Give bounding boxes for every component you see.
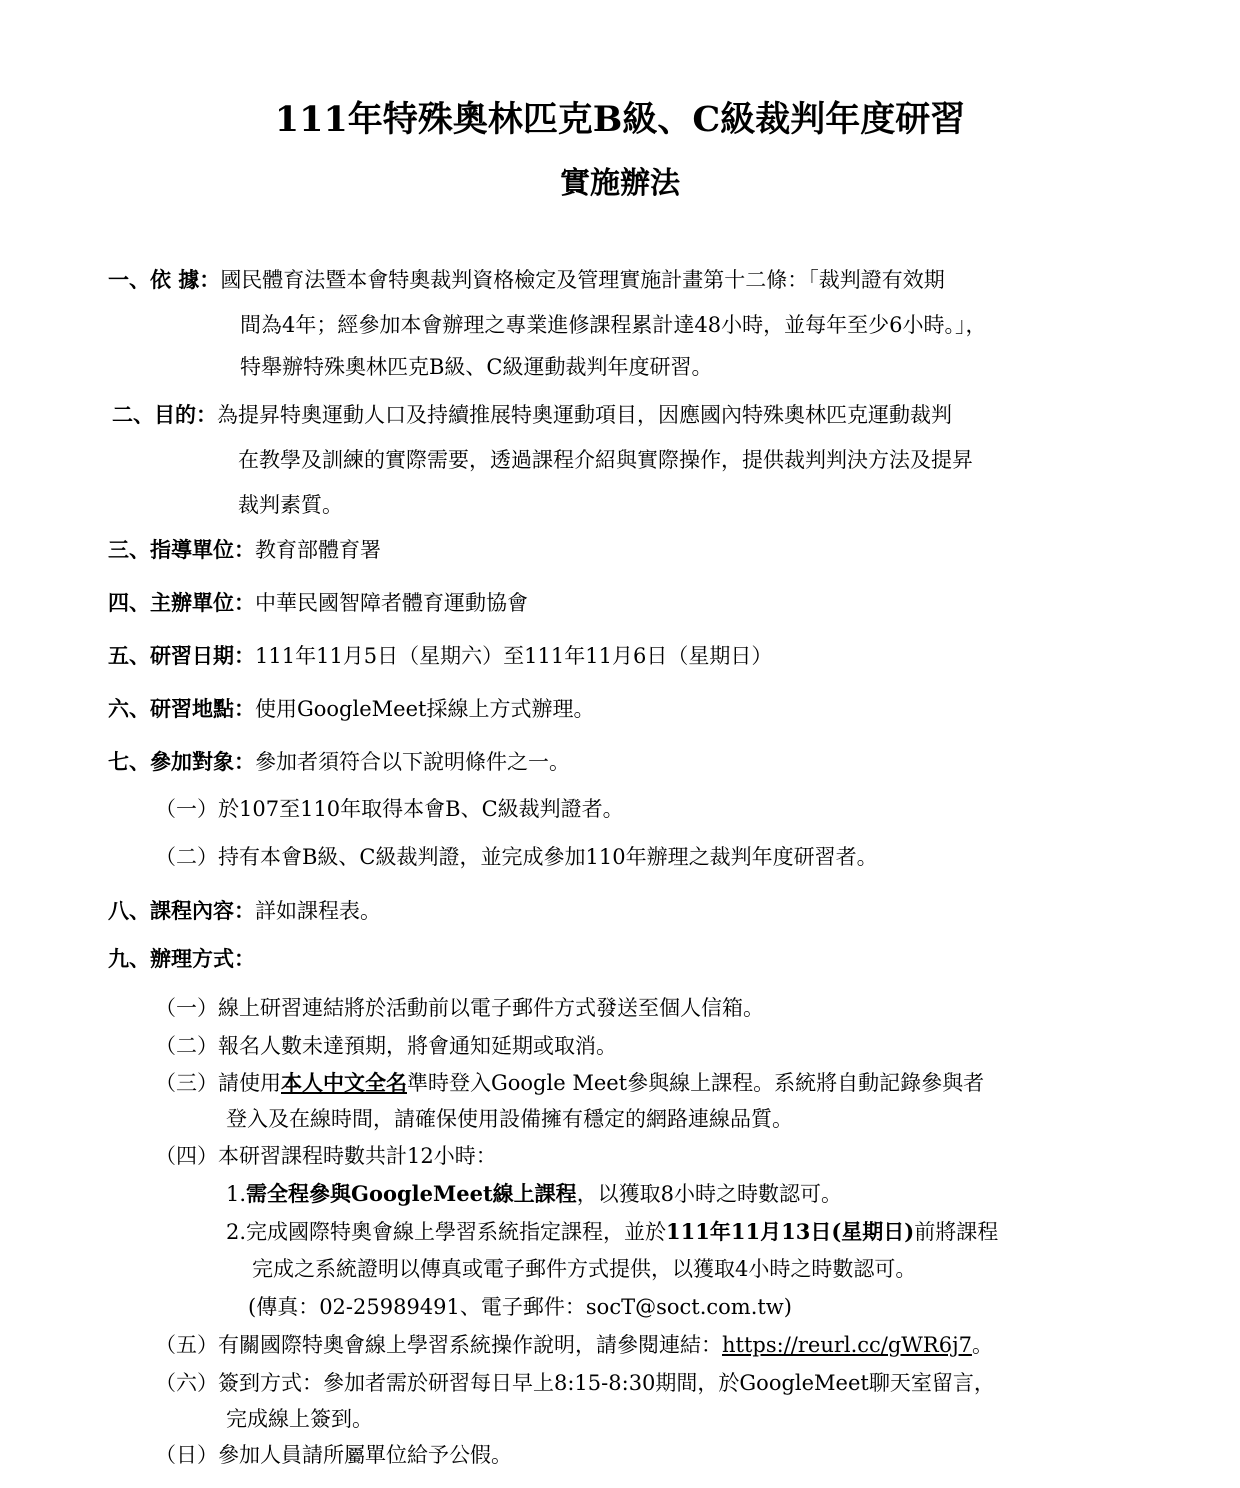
section-label: 七、參加對象：: [108, 749, 255, 774]
reference-link[interactable]: https://reurl.cc/gWR6j7: [722, 1333, 972, 1357]
section-text: 教育部體育署: [255, 538, 381, 562]
list-item-text: 前將課程: [914, 1220, 999, 1244]
section-text: 中華民國智障者體育運動協會: [255, 591, 528, 615]
section-purpose: [112, 400, 952, 430]
section-text-line: 間為4年；經參加本會辦理之專業進修課程累計達48小時，並每年至少6小時。」，: [240, 313, 987, 337]
section-method: [108, 944, 255, 974]
section-supervisor: [108, 535, 381, 565]
list-item-text: 2.完成國際特奧會線上學習系統指定課程，並於: [226, 1220, 667, 1244]
list-item-text: 準時登入Google Meet參與線上課程。系統將自動記錄參與者: [407, 1071, 985, 1095]
list-item: （二）報名人數未達預期，將會通知延期或取消。: [155, 1034, 617, 1058]
section-label: 一、依 據：: [108, 267, 221, 292]
section-date: [108, 641, 772, 671]
section-text: 詳如課程表。: [255, 899, 381, 923]
list-item-text: 1.: [226, 1182, 247, 1206]
section-text-line: 裁判素質。: [238, 493, 343, 517]
list-item: （六）簽到方式：參加者需於研習每日早上8:15-8:30期間，於GoogleMeet聊天室留言，: [155, 1371, 995, 1395]
section-label: 八、課程內容：: [108, 898, 255, 923]
section-label: 六、研習地點：: [108, 696, 255, 721]
section-text: 111年11月5日（星期六）至111年11月6日（星期日）: [255, 644, 773, 668]
section-text: 使用GoogleMeet採線上方式辦理。: [255, 697, 595, 721]
section-text-line: 在教學及訓練的實際需要，透過課程介紹與實際操作，提供裁判判決方法及提昇: [238, 448, 973, 472]
list-item-continuation: 完成線上簽到。: [226, 1407, 373, 1431]
list-item: [155, 1330, 993, 1360]
document-title: 111年特殊奧林匹克B級、C級裁判年度研習: [274, 99, 966, 140]
section-text-line: 特舉辦特殊奧林匹克B級、C級運動裁判年度研習。: [240, 355, 713, 379]
emphasis-text: 本人中文全名: [281, 1070, 407, 1095]
contact-info: (傳真：02-25989491、電子郵件：socT@soct.com.tw): [248, 1295, 792, 1319]
section-basis: [108, 265, 945, 295]
section-label: 二、目的：: [112, 402, 217, 427]
section-label: 九、辦理方式：: [108, 946, 255, 971]
list-item: （一）線上研習連結將於活動前以電子郵件方式發送至個人信箱。: [155, 996, 764, 1020]
section-label: 五、研習日期：: [108, 643, 255, 668]
section-text: 為提昇特奧運動人口及持續推展特奧運動項目，因應國內特殊奧林匹克運動裁判: [217, 403, 952, 427]
list-item: （一）於107至110年取得本會B、C級裁判證者。: [155, 797, 624, 821]
emphasis-text: 需全程參與GoogleMeet線上課程: [246, 1181, 577, 1206]
section-content: [108, 896, 381, 926]
list-item-text: （三）請使用: [155, 1071, 281, 1095]
list-item-text: （五）有關國際特奧會線上學習系統操作說明，請參閱連結：: [155, 1333, 722, 1357]
section-participants: [108, 747, 570, 777]
list-item-continuation: 登入及在線時間，請確保使用設備擁有穩定的網路連線品質。: [226, 1107, 793, 1131]
section-text: 參加者須符合以下說明條件之一。: [255, 750, 570, 774]
list-item: （四）本研習課程時數共計12小時：: [155, 1144, 497, 1168]
document-subtitle: 實施辦法: [560, 166, 680, 201]
sub-list-item: [226, 1179, 842, 1209]
sub-list-item: [226, 1217, 998, 1247]
emphasis-text: 111年11月13日(星期日): [666, 1219, 915, 1244]
list-item-continuation: 完成之系統證明以傳真或電子郵件方式提供，以獲取4小時之時數認可。: [252, 1257, 917, 1281]
list-item: [155, 1068, 984, 1098]
list-item: （日）參加人員請所屬單位給予公假。: [155, 1443, 512, 1467]
list-item-text: 。: [971, 1333, 993, 1357]
section-organizer: [108, 588, 528, 618]
section-label: 四、主辦單位：: [108, 590, 255, 615]
section-text: 國民體育法暨本會特奧裁判資格檢定及管理實施計畫第十二條：「裁判證有效期: [220, 268, 945, 292]
section-location: [108, 694, 594, 724]
section-label: 三、指導單位：: [108, 537, 255, 562]
list-item: （二）持有本會B級、C級裁判證，並完成參加110年辦理之裁判年度研習者。: [155, 845, 878, 869]
list-item-text: ，以獲取8小時之時數認可。: [576, 1182, 843, 1206]
